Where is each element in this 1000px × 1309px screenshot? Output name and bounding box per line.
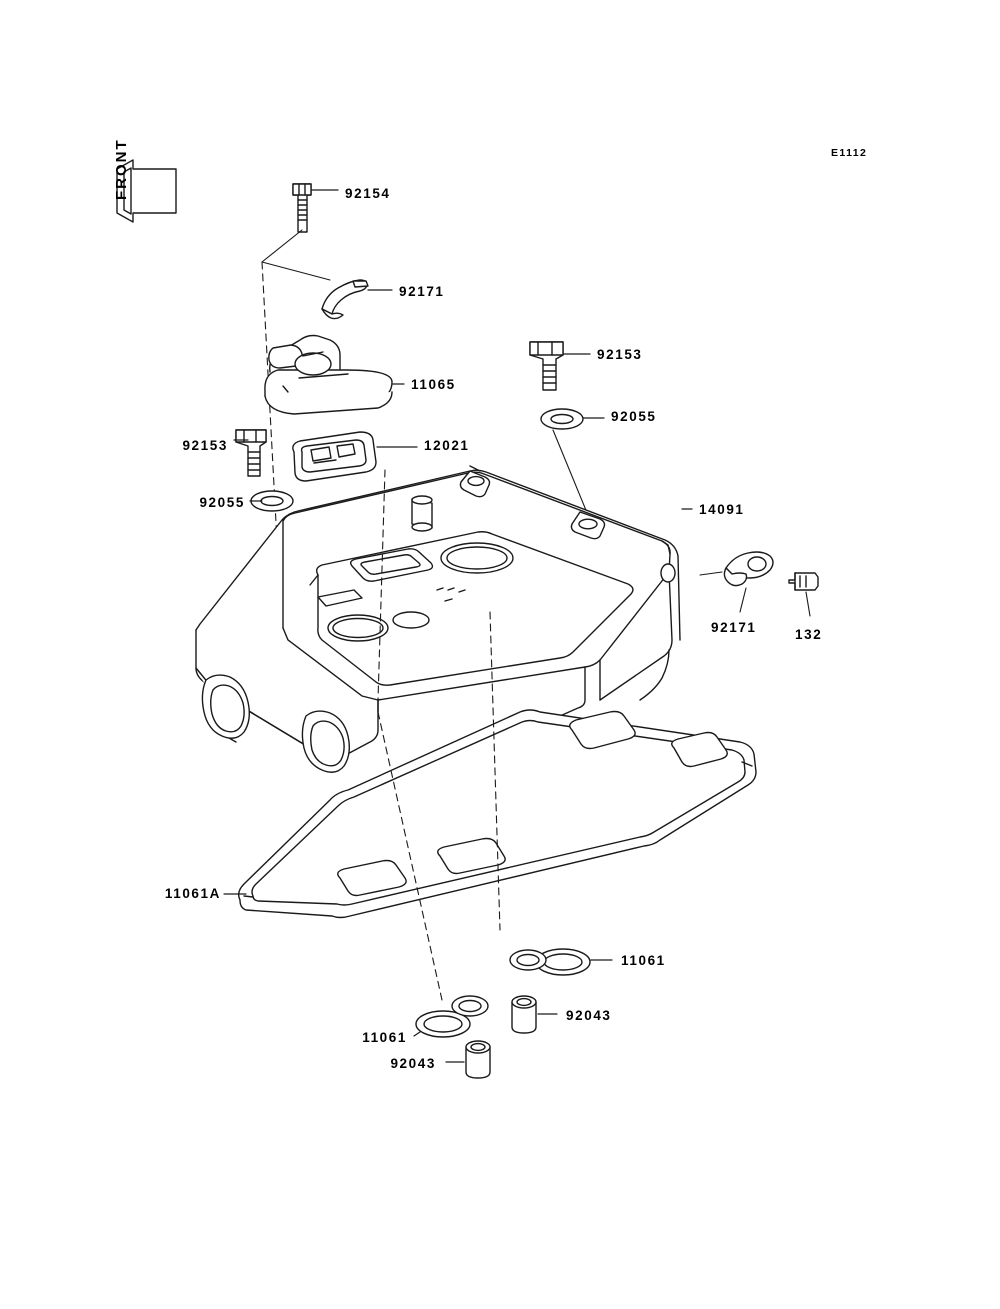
part-92153-bolt-left (236, 430, 266, 476)
part-92171-clamp-right (724, 552, 773, 586)
part-label-12021: 12021 (424, 438, 470, 453)
part-92154-bolt (293, 184, 311, 232)
part-label-92171-right: 92171 (711, 620, 757, 635)
front-arrow-icon (113, 138, 176, 222)
part-label-11065: 11065 (411, 377, 456, 392)
part-11065-cap (265, 336, 392, 415)
part-label-11061-lower: 11061 (362, 1030, 407, 1045)
part-label-92055-right: 92055 (611, 409, 657, 424)
part-92055-oring-right (541, 409, 583, 429)
part-12021-valve (293, 432, 376, 481)
diagram-code: E1112 (831, 147, 868, 159)
part-label-14091: 14091 (699, 502, 745, 517)
part-label-92154: 92154 (345, 186, 391, 201)
part-label-92153-right: 92153 (597, 347, 643, 362)
part-label-92171-upper: 92171 (399, 284, 445, 299)
part-92043-pin-lower (466, 1041, 490, 1078)
part-label-92153-left: 92153 (182, 438, 228, 453)
part-92153-bolt-right (530, 342, 563, 390)
part-92043-pin-upper (512, 996, 536, 1033)
part-11061-gasket-upper (510, 949, 590, 975)
part-132-bolt (789, 573, 818, 590)
svg-text:FRONT: FRONT (113, 138, 130, 200)
part-label-11061-upper: 11061 (621, 953, 666, 968)
part-label-132: 132 (795, 627, 823, 642)
part-label-11061A: 11061A (164, 886, 221, 901)
part-11061-gasket-lower (416, 996, 488, 1037)
part-label-92043-upper: 92043 (566, 1008, 612, 1023)
part-label-92043-lower: 92043 (390, 1056, 436, 1071)
part-label-92055-left: 92055 (199, 495, 245, 510)
part-92171-clamp-upper (322, 280, 368, 319)
